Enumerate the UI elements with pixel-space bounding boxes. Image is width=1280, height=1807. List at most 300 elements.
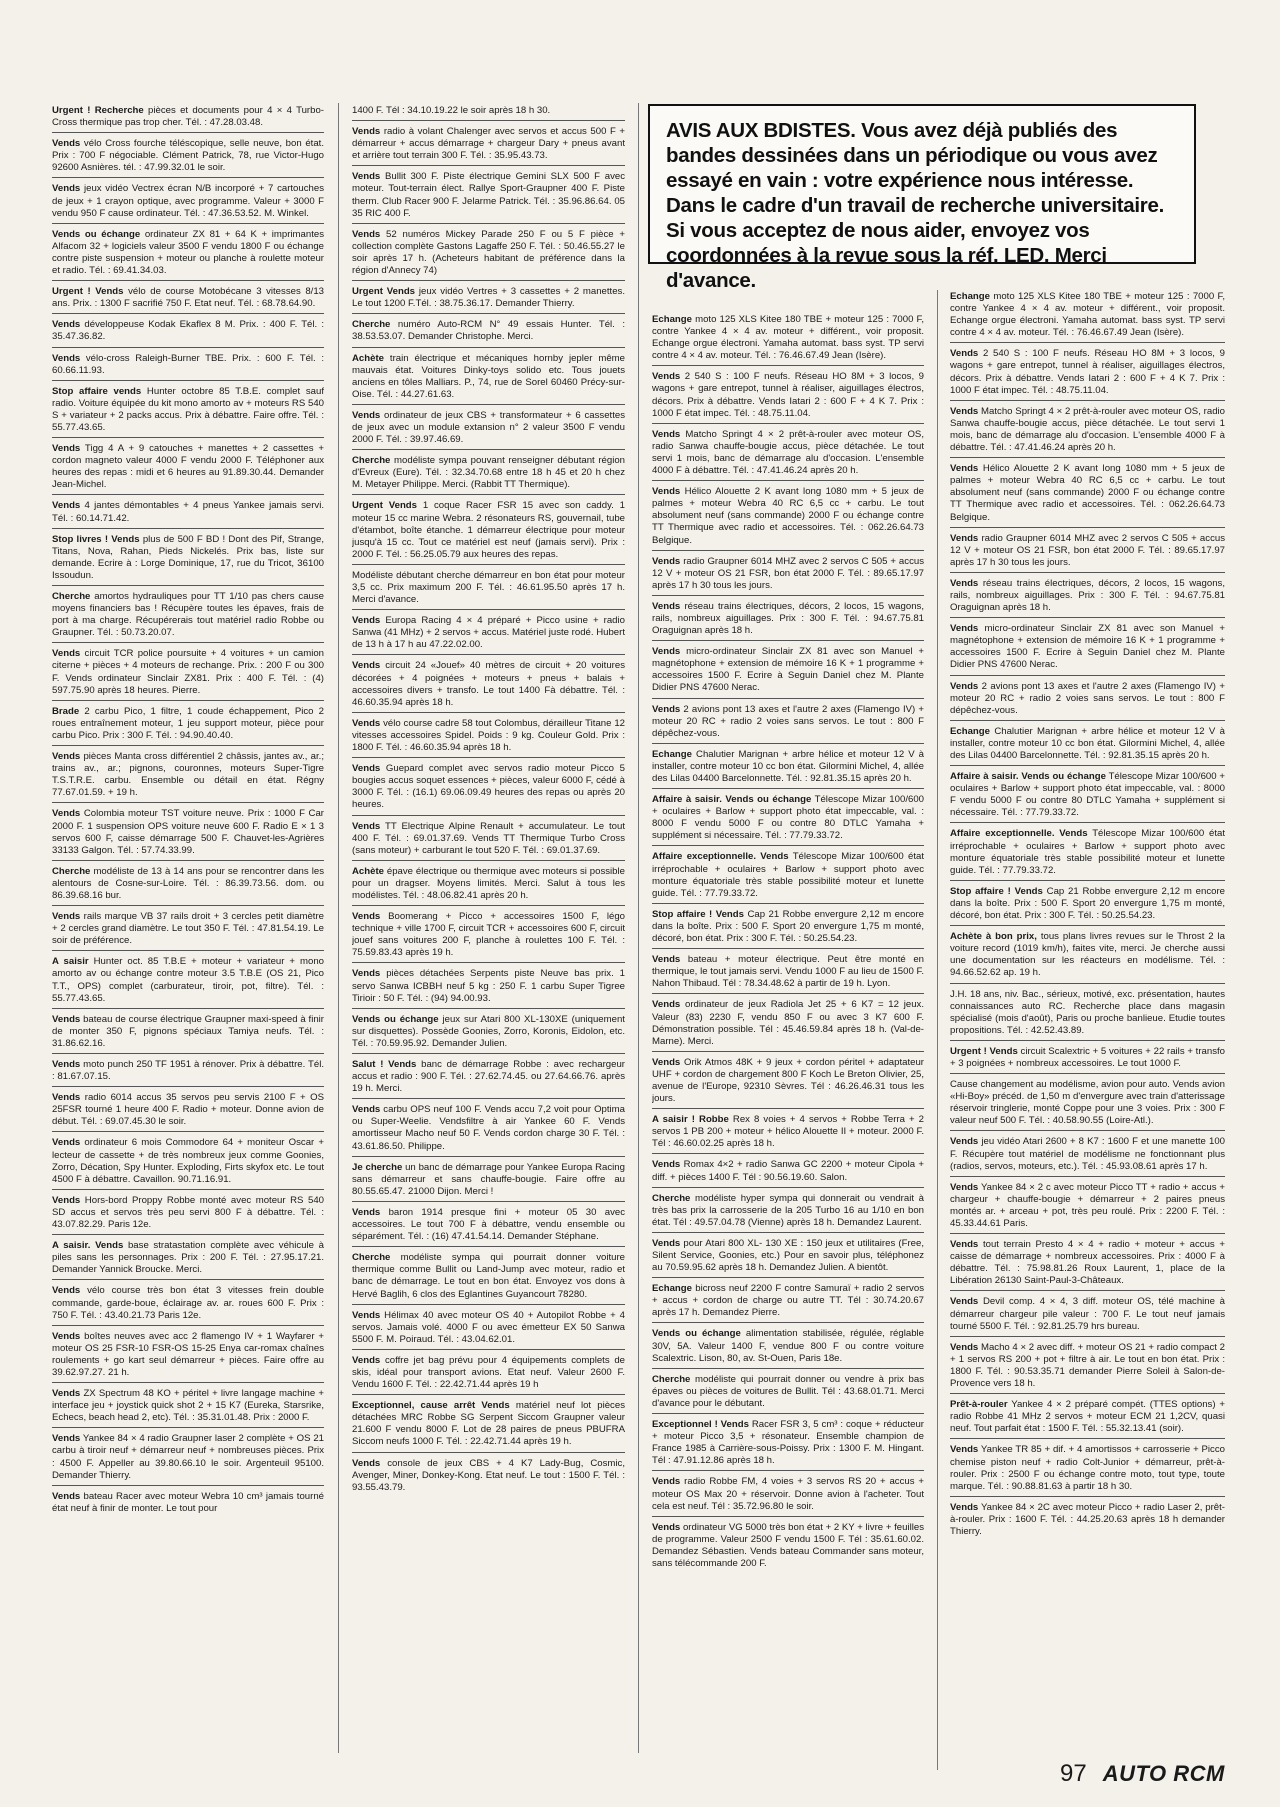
ad-text: base stratastation complète avec véhicule à piles sans les personnages. Prix : 200 F. Tél. : 27.95.17.21. Demander Yannick Broucke. Merci. [52, 1240, 324, 1276]
ad-keyword: A saisir. Vends [52, 1240, 124, 1252]
ad-keyword: Vends [950, 348, 979, 360]
classified-ad [950, 1294, 1225, 1336]
classified-ad [652, 1157, 924, 1187]
ad-text: réseau trains électriques, décors, 2 locos, 15 wagons, rails, nombreux aiguillages. Prix : 300 F. Tél. : 94.67.75.81 Oraguignan après 18 h. [652, 600, 924, 637]
ad-text: modéliste sympa qui pourrait donner voiture thermique comme Bullit ou Land-Jump avec moteur, radio et banc de démarrage. Le tout en bon état. Envoyez vos dons à Hervé Baglih, 6 clos des Eglantines Guyancourt 78280. [352, 1252, 625, 1300]
ad-text: tous plans livres revues sur le Throst 2 la voiture record (1019 km/h), faites vite, merci. Je cherche aussi une documentation sur les réacteurs en modélisme. Tél. : 94.66.52.62 ap. 19 h. [950, 931, 1225, 979]
ad-text: modéliste hyper sympa qui donnerait ou vendrait à très bas prix la carrosserie de la 205 Turbo 16 au 1/10 en bon état. Tél : 49.57.04.78 (Vienne) après 18 h. Demandez Laurent. [652, 1192, 924, 1228]
ad-keyword: Vends [950, 1181, 979, 1193]
ad-keyword: Urgent Vends [352, 500, 417, 512]
classified-ad [352, 1012, 625, 1054]
ad-text: amortos hydrauliques pour TT 1/10 pas chers cause moyens financiers bas ! Récupère toutes les épaves, frais de port à ma charge. Récupérerais tout matériel radio Robbe ou Graupner. Tél. : 50.73.20.07. [52, 591, 324, 639]
classified-ad [52, 351, 324, 381]
ad-keyword: Vends [950, 405, 979, 417]
notice-text: AVIS AUX BDISTES. Vous avez déjà publiés des bandes dessinées dans un périodique ou vous avez essayé en vain : votre expérience nous intéresse. Dans le cadre d'un travail de recherche universitaire. Si vous acceptez de nous aider, envoyez vos coordonnées à la revue sous la réf. LED. Merci d'avance. [666, 119, 1164, 292]
classified-ad [950, 826, 1225, 880]
ad-keyword: Vends [950, 577, 979, 589]
ad-text: Tigg 4 A + 9 catouches + manettes + 2 cassettes + cordon magneto valeur 4000 F vendu 2000 F. Téléphoner aux heures des repas : midi et 6 heures au 91.89.30.44. Demander Jean-Michel. [52, 443, 324, 491]
ad-keyword: Vends [652, 1056, 681, 1068]
ad-text: Cap 21 Robbe envergure 2,12 m encore dans la boîte. Prix : 500 F. Sport 20 envergure 1,75 m monté, décoré, bon état. Prix : 300 F. Tél. : 50.25.54.23. [652, 908, 924, 945]
ad-text: Hunter oct. 85 T.B.E + moteur + variateur + mono amorto av ou échange contre moteur 3.5 T.B.E (OS 21, Pico T.T., OPS) complet (carburateur, tiroir, pot, filtre). Tél. : 55.77.43.65. [52, 956, 324, 1004]
ad-keyword: Echange [950, 291, 990, 302]
ad-keyword: Vends [950, 463, 979, 475]
ad-text: moto 125 XLS Kitee 180 TBE + moteur 125 : 7000 F, contre Yankee 4 × 4 av. moteur + différent., voir proposit. Echange orgue électroni. Yamaha automat. bass syst. TP servi contre 4 × 4 av. moteur. Tél. : 76.46.67.49 Jean (Isère). [652, 314, 924, 362]
ad-text: ordinateur 6 mois Commodore 64 + moniteur Oscar + lecteur de cassette + de très nombreux jeux comme Goonies, Zorro, Décation, Spy Hunter. Exploding, Firts skyfox etc. Le tout 4500 F à débattre. Cavaillon. 90.71.16.91. [52, 1137, 324, 1185]
ad-text: épave électrique ou thermique avec moteurs si possible pour un dragser. Moyens limités. Merci. Salut à tous les modélistes. Tél. : 48.06.82.41 après 20 h. [352, 865, 625, 901]
classified-ad [652, 1417, 924, 1471]
ad-text: carbu OPS neuf 100 F. Vends accu 7,2 voit pour Optima ou Super-Weelie. Vendsfiltre à air Yankee 60 F. Vends amortisseur Macho neuf 50 F. Vends cordon charge 30 F. Tél. : 43.61.86.50. Philippe. [352, 1104, 625, 1152]
ad-keyword: Vends [652, 954, 681, 966]
ad-keyword: Vends [652, 1159, 681, 1171]
classified-ad [652, 312, 924, 366]
ad-keyword: Stop affaire ! Vends [652, 908, 744, 920]
ad-text: vélo Cross fourche téléscopique, selle neuve, bon état. Prix : 700 F négociable. Clément Patrick, 78, rue Victor-Hugo 92600 Asnières. tél. : 47.99.32.01 le soir. [52, 138, 324, 174]
ad-text: 2 540 S : 100 F neufs. Réseau HO 8M + 3 locos, 9 wagons + gare entrepot, tunnel à réaliser, aiguillages électros, décors. Prix à débattre. Vends Iatari 2 : 600 F + 4 K 7. Prix : 1000 F état impec. Tél. : 48.75.11.04. [950, 348, 1225, 396]
ad-text: Chalutier Marignan + arbre hélice et moteur 12 V à installer, contre moteur 10 cc bon état. Gilormini Michel, 4, allée des Lilas 04400 Barcelonnette. Tél. : 92.81.35.15 après 20 h. [652, 748, 924, 784]
ad-keyword: Vends ou échange [352, 1013, 439, 1025]
ad-text: jeu vidéo Atari 2600 + 8 K7 : 1600 F et une manette 100 F. Récupère tout matériel de modélisme ne fonctionnant plus (radios, servos, moteurs, etc.). Tél. : 45.93.08.61 après 17 h. [950, 1136, 1225, 1172]
ad-keyword: Echange [950, 725, 990, 737]
classified-ad [652, 554, 924, 596]
ad-keyword: Cherche [352, 319, 391, 331]
ad-keyword: Vends [652, 555, 681, 567]
ad-text: 2 avions pont 13 axes et l'autre 2 axes (Flamengo IV) + moteur 20 RC + radio 2 voies sans servos. Le tout : 800 F dépêchez-vous. [950, 680, 1225, 716]
ad-text: moto 125 XLS Kitee 180 TBE + moteur 125 : 7000 F, contre Yankee 4 × 4 av. moteur + différent., voir proposit. Echange orgue électroni. Yamaha automat. bass syst. TP servi contre 4 × 4 av. moteur. Tél. : 76.46.67.49 Jean (Isère). [950, 291, 1225, 339]
classified-ad [52, 1431, 324, 1485]
classified-ad [52, 646, 324, 700]
classified-ad [52, 136, 324, 178]
ad-text: Yankee 84 × 2C avec moteur Picco + radio Laser 2, prêt-à-rouler. Prix : 1600 F. Tél. : 44.25.20.63 après 18 h demander Thierry. [950, 1501, 1225, 1537]
classified-ad [652, 1112, 924, 1154]
classified-ad [950, 1077, 1225, 1131]
ad-text: rails marque VB 37 rails droit + 3 cercles petit diamètre + 2 cercles grand diamètre. Le tout 350 F. Tél. : 47.81.54.19. Le soir de préférence. [52, 911, 324, 947]
ad-text: Rex 8 voies + 4 servos + Robbe Terra + 2 servos 1 PB 200 + moteur + hélico Alouette II + moteur. 2000 F. Tél : 46.60.02.25 après 18 h. [652, 1114, 924, 1150]
classified-ad [652, 1055, 924, 1109]
classified-ad [352, 1353, 625, 1395]
classified-ad [52, 1193, 324, 1235]
classified-ad [352, 658, 625, 712]
classified-ad [352, 124, 625, 166]
ad-text: Hélico Alouette 2 K avant long 1080 mm + 5 jeux de palmes + moteur Webra 40 RC 6,5 cc + carbu. Le tout absolument neuf (sans commande) 2000 F ou échange contre TT Thermique avec radio et accessoires. Tél. : 062.26.64.73 Belgique. [950, 463, 1225, 523]
ad-keyword: Vends [652, 999, 681, 1011]
ad-keyword: Vends [52, 443, 81, 455]
classified-ad [52, 227, 324, 281]
ad-keyword: Vends [52, 1092, 81, 1104]
classified-ad [652, 1520, 924, 1573]
ad-text: développeuse Kodak Ekaflex 8 M. Prix. : 400 F. Tél. : 35.47.36.82. [52, 319, 324, 343]
ad-keyword: Vends [950, 623, 979, 635]
classified-ad [52, 532, 324, 586]
ad-text: pièces et documents pour 4 × 4 Turbo-Cross thermique pas trop cher. Tél. : 47.28.03.48. [52, 105, 324, 129]
classified-ad [950, 1500, 1225, 1541]
classified-ad [950, 1237, 1225, 1291]
classifieds-column-4 [950, 289, 1225, 1769]
ad-keyword: Affaire à saisir. Vends ou échange [652, 794, 812, 806]
classified-ad [52, 1090, 324, 1132]
ad-keyword: Vends [52, 911, 81, 923]
ad-keyword: Vends [950, 532, 979, 544]
ad-keyword: Vends [352, 1104, 381, 1116]
classified-ad [52, 864, 324, 906]
classified-ad [652, 1281, 924, 1323]
ad-text: numéro Auto-RCM N° 49 essais Hunter. Tél. : 38.53.53.07. Demander Christophe. Merci. [352, 319, 625, 343]
classified-ad [52, 749, 324, 803]
ad-text: Télescope Mizar 100/600 état irréprochable + oculaires + Barlow + support photo avec monture équatoriale très stable possibilité moteur et lunette guide. Tél. : 77.79.33.72. [950, 828, 1225, 876]
ad-keyword: Vends [950, 1239, 979, 1251]
classified-ad [52, 103, 324, 133]
ad-text: micro-ordinateur Sinclair ZX 81 avec son Manuel + magnétophone + extension de mémoire 16 K + 1 programme + accessoires 1500 F. Ecrire à Seguin Daniel chez M. Plante Didier PNS 47600 Nerac. [652, 646, 924, 694]
ad-keyword: Vends [352, 615, 381, 627]
classified-ad [950, 461, 1225, 527]
ad-text: 52 numéros Mickey Parade 250 F ou 5 F pièce + collection complète Gastons Lagaffe 250 F. Tél. : 50.46.55.27 le soir après 17 h. (Acheteurs habitant de préférence dans la région d'Annecy 74) [352, 228, 625, 277]
classified-ad [950, 679, 1225, 721]
ad-keyword: Vends [52, 1330, 81, 1342]
ad-text: Bullit 300 F. Piste électrique Gemini SLX 500 F avec moteur. Tout-terrain élect. Rallye Sport-Graupner 400 F. Piste therm. Club Racer 900 F. Jelarme Patrick. Tél. : 35.96.86.64. 05 35 RIC 400 F. [352, 171, 625, 219]
ad-keyword: A saisir ! Robbe [652, 1114, 729, 1126]
classified-ad [352, 1057, 625, 1099]
ad-keyword: Echange [652, 748, 692, 760]
ad-keyword: Vends [352, 1354, 381, 1366]
classified-ad [652, 484, 924, 550]
column-rule-1 [338, 103, 339, 1753]
ad-text: radio Robbe FM, 4 voies + 3 servos RS 20 + accus + moteur OS Max 20 + réservoir. Donne avion à l'acheter. Tout cela est neuf. Tél : 35.72.96.80 le soir. [652, 1476, 924, 1512]
ad-text: pièces Manta cross différentiel 2 châssis, jantes av., ar.; trains av., ar.; pignons, couronnes, moteurs Super-Tigre T.S.T.R.E. carbu. Ensemble ou détail en état. Régny 77.67.01.59. + 19 h. [52, 751, 324, 799]
classified-ad [52, 806, 324, 860]
ad-keyword: Affaire à saisir. Vends ou échange [950, 771, 1106, 783]
ad-keyword: Urgent ! Vends [52, 286, 124, 298]
classified-ad [52, 1386, 324, 1428]
classified-ad [52, 384, 324, 438]
ad-text: Chalutier Marignan + arbre hélice et moteur 12 V à installer, contre moteur 10 cc bon état. Gilormini Michel, 4, allée des Lilas 04400 Barcelonnette. Tél. : 92.81.35.15 après 20 h. [950, 725, 1225, 761]
ad-keyword: Stop affaire vends [52, 385, 142, 397]
page-footer [1060, 1760, 1260, 1790]
classified-ad [950, 724, 1225, 766]
ad-keyword: Vends [652, 371, 681, 383]
ad-keyword: Vends [52, 1194, 81, 1206]
ad-text: circuit TCR police poursuite + 4 voitures + un camion citerne + pièces + 4 moteurs de rechange. Prix. : 200 F ou 300 F. Vends ordinateur Sinclair ZX81. Prix : 400 F. Tél. : (4) 597.75.90 après 18 heures. Pierre. [52, 648, 324, 696]
ad-keyword: Vends [950, 1341, 979, 1353]
ad-keyword: Vends [52, 1285, 81, 1297]
ad-text: banc de démarrage Robbe : avec rechargeur accus et radio : 900 F. Tél. : 27.62.74.45. ou 27.64.66.76. après 19 h. Merci. [352, 1059, 625, 1095]
ad-keyword: Vends [950, 1296, 979, 1308]
classified-ad [652, 644, 924, 698]
ad-keyword: Vends [352, 409, 381, 421]
ad-keyword: Vends [950, 680, 979, 692]
ad-keyword: Cherche [52, 865, 91, 877]
ad-text: Hélico Alouette 2 K avant long 1080 mm + 5 jeux de palmes + moteur Webra 40 RC 6,5 cc + carbu. Le tout absolument neuf (sans commande) 2000 F ou échange contre TT Thermique avec radio et accessoires. Tél. : 062.26.64.73 Belgique. [652, 486, 924, 546]
classified-ad [950, 1340, 1225, 1394]
ad-keyword: A saisir [52, 956, 89, 968]
ad-keyword: Cherche [352, 455, 391, 467]
classified-ad [950, 1397, 1225, 1439]
classified-ad [52, 589, 324, 643]
classified-ad [352, 317, 625, 347]
ad-keyword: Vends [52, 648, 81, 660]
ad-text: Télescope Mizar 100/600 + oculaires + Barlow + support photo état impeccable, val. : 8000 F vendu 5000 F ou contre 80 DTLC Yamaha + supplément si nécessaire. Tél. : 77.79.33.72. [950, 771, 1225, 819]
ad-text: circuit Scalextric + 5 voitures + 22 rails + transfo + 3 poignées + nombreux accessoires. Le tout 1000 F. [950, 1045, 1225, 1069]
ad-text: Racer FSR 3, 5 cm³ : coque + réducteur + moteur Picco 3,5 + résonateur. Ensemble champion de France 1985 à Carrière-sous-Poissy. Prix : 1300 F. M. Hingant. Tél : 47.91.12.86 après 18 h. [652, 1419, 924, 1467]
ad-keyword: Vends [352, 763, 381, 775]
ad-keyword: Achète [352, 352, 384, 364]
ad-text: coffre jet bag prévu pour 4 équipements complets de skis, idéal pour transport avions. Etat neuf. Valeur 2600 F. Vendu 1600 F. Tél. : 22.42.71.44 après 19 h [352, 1354, 625, 1391]
ad-text: alimentation stabilisée, régulée, réglable 30V, 5A. Valeur 1400 F, vendue 800 F ou contre voiture Scalextric. Lison, 80, av. St-Ouen, Paris 18e. [652, 1328, 924, 1364]
ad-text: 2 carbu Pico, 1 filtre, 1 coude échappement, Pico 2 roues entraînement moteur, 1 jeu support moteur, pièce pour carbu Pico. Prix : 300 F. Tél. : 94.90.40.40. [52, 705, 324, 741]
column-rule-3 [937, 290, 938, 1770]
ad-keyword: Salut ! Vends [352, 1059, 417, 1070]
classified-ad [950, 531, 1225, 573]
ad-text: Romax 4×2 + radio Sanwa GC 2200 + moteur Cipola + diff. + pièces 1400 F. Tél : 90.56.19.60. Salon. [652, 1159, 924, 1183]
classified-ad [652, 907, 924, 949]
classified-ad [652, 1474, 924, 1516]
classified-ad [52, 1283, 324, 1325]
ad-keyword: Cherche [352, 1252, 391, 1264]
ad-text: 1400 F. Tél : 34.10.19.22 le soir après 18 h 30. [352, 105, 551, 116]
ad-keyword: Vends [652, 1521, 681, 1533]
ad-text: TT Electrique Alpine Renault + accumulateur. Le tout 400 F. Tél. : 69.01.37.69. Vends TT Thermique Turbo Cross (sans moteur) + carburant le tout 520 F. Tél. : 69.01.37.69. [352, 820, 625, 856]
classified-ad [950, 404, 1225, 458]
ad-text: modéliste de 13 à 14 ans pour se rencontrer dans les alentours de Cosne-sur-Loire. Tél. : 86.39.73.56. dom. ou 86.39.68.16 bur. [52, 865, 324, 901]
ad-keyword: Urgent Vends [352, 286, 416, 298]
ad-keyword: Vends [652, 1237, 681, 1249]
classified-ad [52, 704, 324, 746]
ad-keyword: Brade [52, 705, 80, 717]
classified-ad [52, 181, 324, 223]
ad-text: Yankee 84 × 2 c avec moteur Picco TT + radio + accus + chargeur + chauffe-bougie + démarreur + 2 paires pneus montés ar. + arceau + pot, très peu roulé. Prix : 2200 F. Tél. : 45.33.44.61 Paris. [950, 1181, 1225, 1229]
classified-ad [652, 792, 924, 846]
ad-text: Devil comp. 4 × 4, 3 diff. moteur OS, télé machine à démarreur chargeur pile valeur : 700 F. Le tout neuf jamais tourné 5500 F. Tél. : 92.81.25.79 hrs bureau. [950, 1296, 1225, 1332]
classified-ad [52, 1238, 324, 1280]
ad-keyword: Stop affaire ! Vends [950, 885, 1043, 897]
classified-ad [52, 441, 324, 495]
classified-ad [352, 1250, 625, 1304]
classified-ad [52, 317, 324, 347]
ad-text: circuit 24 «Jouef» 40 mètres de circuit + 20 voitures décorées + 4 poignées + moteurs + pneus + balais + accessoires divers + transfo. Le tout 1400 Fà débattre. Tél. : 46.60.35.94 après 18 h. [352, 660, 625, 708]
classified-ad [352, 966, 625, 1008]
classified-ad [652, 849, 924, 903]
classified-ad [352, 568, 625, 610]
classified-ad [352, 498, 625, 564]
ad-keyword: Vends [352, 1457, 381, 1469]
ad-keyword: Vends [52, 1433, 81, 1445]
classified-ad [52, 1057, 324, 1087]
ad-text: 2 avions pont 13 axes et l'autre 2 axes (Flamengo IV) + moteur 20 RC + radio 2 voies sans servos. Le tout : 800 F dépêchez-vous. [652, 703, 924, 739]
classified-ad [352, 1160, 625, 1202]
ad-text: J.H. 18 ans, niv. Bac., sérieux, motivé, exc. présentation, hautes connaissances auto RC. Recherche place dans magasin spécialisé (mois d'août), Paris ou proche banlieue. Etudie toutes propositions. Tél. : 42.52.43.89. [950, 988, 1225, 1036]
ad-keyword: Echange [652, 1283, 692, 1295]
ad-text: jeux vidéo Vertres + 3 cassettes + 2 manettes. Le tout 1200 F.Tél. : 38.75.36.17. Demander Thierry. [352, 286, 625, 310]
ad-keyword: Vends [352, 1206, 381, 1218]
classified-ad [950, 929, 1225, 983]
classified-ad [352, 819, 625, 861]
ad-keyword: Vends [352, 228, 381, 240]
ad-keyword: Cherche [52, 591, 91, 602]
ad-text: radio à volant Chalenger avec servos et accus 500 F + démarreur + accus démarrage + chargeur Dary + pneus avant et arrière tout terrain 300 F. Tél. : 35.95.43.73. [352, 126, 625, 162]
ad-keyword: Achète à bon prix, [950, 931, 1037, 943]
ad-text: pour Atari 800 XL- 130 XE : 150 jeux et utilitaires (Free, Silent Service, Goonies, etc.) Pour en savoir plus, téléphonez au 70.59.95.62 après 18 h. Demandez Julien. A bientôt. [652, 1237, 924, 1274]
classified-ad [652, 599, 924, 641]
ad-keyword: Vends [652, 600, 681, 612]
page-number: 97 [1060, 1760, 1087, 1787]
classified-ad [352, 761, 625, 815]
classified-ad [352, 1308, 625, 1350]
ad-keyword: Vends [52, 1137, 81, 1149]
ad-keyword: Urgent ! Vends [950, 1045, 1018, 1057]
ad-text: Colombia moteur TST voiture neuve. Prix : 1000 F Car 2000 F. 1 suspension OPS voiture neuve 600 F. Radio E × 1 3 servos 600 F, caisse démarrage 500 F. Chauvet-les-Agrières 33133 Galgon. Tél. : 57.74.33.99. [52, 808, 324, 856]
ad-text: ordinateur de jeux Radiola Jet 25 + 6 K7 = 12 jeux. Valeur (83) 2230 F, vendu 850 F ou avec 3 K7 600 F. Démonstration possible. Tél : 45.46.59.84 après 18 h. (Val-de-Marne). Merci. [652, 999, 924, 1047]
ad-keyword: Vends [352, 171, 381, 183]
classified-ad [52, 498, 324, 528]
ad-keyword: Urgent ! Recherche [52, 105, 144, 116]
ad-text: 4 jantes démontables + 4 pneus Yankee jamais servi. Tél. : 60.14.71.42. [52, 500, 324, 524]
ad-keyword: Cherche [652, 1192, 691, 1204]
ad-keyword: Vends [52, 183, 81, 195]
classified-ad [950, 884, 1225, 926]
classified-ad [52, 1135, 324, 1189]
ad-keyword: Vends [352, 911, 381, 923]
ad-text: Cap 21 Robbe envergure 2,12 m encore dans la boîte. Prix : 500 F. Sport 20 envergure 1,75 m monté, décoré, bon état. Prix : 300 F. Tél. : 50.25.54.23. [950, 885, 1225, 922]
ad-text: modéliste sympa pouvant renseigner débutant région d'Evreux (Eure). Tél. : 32.34.70.68 entre 18 h 45 et 20 h chez M. Metayer Philippe. Merci. (Rabbit TT Thermique). [352, 455, 625, 491]
classified-ad [652, 369, 924, 423]
ad-keyword: Vends ou échange [52, 228, 141, 240]
ad-keyword: Vends [352, 660, 381, 672]
classified-ad [652, 1326, 924, 1368]
classified-ad [352, 1398, 625, 1452]
ad-text: bateau de course électrique Graupner maxi-speed à finir de monter 350 F, pignons spéciaux Tamiya neufs. Tél. : 31.86.62.16. [52, 1013, 324, 1049]
classified-ad [352, 103, 625, 121]
ad-keyword: Vends [652, 646, 681, 658]
column-rule-2 [638, 103, 639, 1753]
classified-ad [352, 284, 625, 314]
ad-text: radio Graupner 6014 MHZ avec 2 servos C 505 + accus 12 V + moteur OS 21 FSR, bon état 2000 F. Tél. : 89.65.17.97 après 17 h 30 tous les jours. [652, 555, 924, 591]
classified-ad [652, 1372, 924, 1414]
ad-keyword: Vends [352, 1309, 381, 1321]
classified-ad [352, 227, 625, 281]
classified-ad [950, 1134, 1225, 1176]
ad-text: plus de 500 F BD ! Dont des Pif, Strange, Titans, Nova, Rahan, Pieds Nickelés. Prix bas, liste sur demande. Ecrire à : Lorge Dominique, 17, rue du Tricot, 36100 Issoudun. [52, 533, 324, 581]
ad-keyword: Vends [52, 1490, 81, 1502]
ad-text: radio Graupner 6014 MHZ avec 2 servos C 505 + accus 12 V + moteur OS 21 FSR, bon état 2000 F. Tél. : 89.65.17.97 après 17 h 30 tous les jours. [950, 532, 1225, 568]
ad-keyword: Vends [52, 808, 81, 820]
ad-keyword: Vends [52, 1059, 81, 1070]
ad-keyword: Vends [352, 717, 381, 729]
ad-text: Hélimax 40 avec moteur OS 40 + Autopilot Robbe + 4 servos. Jamais volé. 4000 F ou avec émetteur EX 50 Sanwa 5500 F. M. Poiraud. Tél. : 43.04.62.01. [352, 1309, 625, 1345]
classified-ad [652, 427, 924, 481]
classified-ad [950, 987, 1225, 1041]
ad-keyword: Echange [652, 314, 692, 325]
ad-text: Yankee TR 85 + dif. + 4 amortissos + carrosserie + Picco chemise piston neuf + radio Colt-Junior + démarreur, prêt-à-rouler. Prix : 2500 F ou échange contre moto, tout type, toute marque. Tél. : 90.88.81.63 à partir 18 h 30. [950, 1444, 1225, 1492]
ad-text: Matcho Springt 4 × 2 prêt-à-rouler avec moteur OS, radio Sanwa chauffe-bougie accus, pièce détachée. Le tout servi 1 mois, banc de démarrage alu d'occasion. L'ensemble 4000 F à débattre. Tél. : 47.41.46.24 après 20 h. [950, 405, 1225, 454]
ad-keyword: Affaire exceptionnelle. Vends [950, 828, 1088, 840]
ad-keyword: Vends [652, 1476, 681, 1488]
ad-text: Yankee 84 × 4 radio Graupner laser 2 complète + OS 21 carbu à tiroir neuf + démarreur neuf + nombreuses pièces. Prix : 4500 F. Appeller au 39.80.66.10 le soir. Argenteuil 95100. Demander Thierry. [52, 1433, 324, 1481]
classified-ad [352, 1102, 625, 1156]
ad-text: jeux sur Atari 800 XL-130XE (uniquement sur disquettes). Possède Goonies, Zorro, Koronis, Eidolon, etc. Tél. : 70.59.95.92. Demander Julien. [352, 1013, 625, 1049]
classified-ad [352, 1205, 625, 1247]
ad-keyword: Vends [950, 1501, 979, 1513]
ad-text: 2 540 S : 100 F neufs. Réseau HO 8M + 3 locos, 9 wagons + gare entrepot, tunnel à réaliser, aiguillages électros, décors. Prix à débattre. Vends Iatari 2 : 600 F + 4 K 7. Prix : 1000 F état impec. Tél. : 48.75.11.04. [652, 371, 924, 419]
ad-keyword: Exceptionnel, cause arrêt Vends [352, 1400, 510, 1412]
ad-text: tout terrain Presto 4 × 4 + radio + moteur + accus + caisse de démarrage + nombreux accessoires. Prix : 4000 F à débattre. Tél. : 75.98.81.26 Roux Laurent, 1, place de la Libération 26130 Saint-Paul-3-Châteaux. [950, 1239, 1225, 1287]
ad-keyword: Vends [352, 126, 381, 138]
classified-ad [652, 952, 924, 994]
classified-ad [52, 1012, 324, 1054]
classified-ad [352, 169, 625, 223]
classified-ad [950, 576, 1225, 618]
ad-keyword: Prêt-à-rouler [950, 1399, 1008, 1411]
classified-ad [652, 702, 924, 744]
ad-text: bateau + moteur électrique. Peut être monté en thermique, le tout jamais servi. Vendu 1000 F au lieu de 1500 F. Nahon Thibaud. Tél : 78.34.48.62 à partir de 19 h. Lyon. [652, 954, 924, 990]
ad-text: baron 1914 presque fini + moteur 05 30 avec accessoires. Le tout 700 F à débattre, vendu ensemble ou séparément. Tél. : (16) 47.41.54.14. Demander Stéphane. [352, 1206, 625, 1243]
classified-ad [950, 289, 1225, 343]
classified-ad [352, 716, 625, 758]
ad-keyword: Vends [52, 751, 81, 763]
ad-text: Guepard complet avec servos radio moteur Picco 5 bougies accus soquet essences + pièces, valeur 6000 F, cédé à 3000 F. Tél. : (16.1) 69.06.09.49 heures des repas ou après 20 heures. [352, 763, 625, 811]
ad-text: Modéliste débutant cherche démarreur en bon état pour moteur 3,5 cc. Prix maximum 200 F. Tél. : 46.61.95.50 après 17 h. Merci d'avance. [352, 569, 625, 606]
notice-box [648, 104, 1196, 292]
ad-text: ordinateur VG 5000 très bon état + 2 KY + livre + feuilles de programme. Valeur 2500 F vendu 1500 F. Tél : 35.61.60.02. Demandez Sébastien. Vends bateau Commander sans moteur, sans télécommande 200 F. [652, 1521, 924, 1569]
ad-text: Télescope Mizar 100/600 + oculaires + Barlow + support photo état impeccable, val. : 8000 F vendu 5000 F ou contre 80 DTLC Yamaha + supplément si nécessaire. Tél. : 77.79.33.72. [652, 794, 924, 842]
ad-keyword: Stop livres ! Vends [52, 533, 140, 545]
ad-keyword: Achète [352, 865, 384, 877]
ad-text: moto punch 250 TF 1951 à rénover. Prix à débattre. Tél. : 81.67.07.15. [52, 1059, 324, 1083]
ad-keyword: Vends ou échange [652, 1328, 741, 1340]
ad-text: vélo course cadre 58 tout Colombus, dérailleur Titane 12 vitesses accessoires Spidel. Poids : 9 kg. Couleur Gold. Prix : 1800 F. Tél. : 46.60.35.94 après 18 h. [352, 717, 625, 754]
classifieds-column-3 [652, 312, 924, 1802]
ad-keyword: Vends [950, 1136, 979, 1148]
ad-text: bicross neuf 2200 F contre Samuraï + radio 2 servos + accus + cordon de charge ou autre TT. Tél : 30.74.20.67 après 17 h. Demandez Pierre. [652, 1283, 924, 1319]
ad-keyword: Vends [52, 1388, 81, 1400]
classifieds-column-2 [352, 103, 625, 1743]
ad-text: ordinateur ZX 81 + 64 K + imprimantes Alfacom 32 + logiciels valeur 3500 F vendu 1800 F ou échange contre piste suspension + moteur ou planche à roulette moteur et radio. Tél. : 69.41.34.03. [52, 228, 324, 277]
ad-text: matériel neuf lot pièces détachées MRC Robbe SG Serpent Siccom Graupner valeur 21.600 F vendu 8000 F. Lot de 28 paires de pneus PBUFRA Siccom neufs 1000 F. Tél. : 22.42.71.44 après 19 h. [352, 1400, 625, 1448]
classified-ad [950, 1180, 1225, 1234]
classified-ad [52, 284, 324, 314]
ad-text: vélo-cross Raleigh-Burner TBE. Prix. : 600 F. Tél. : 60.66.11.93. [52, 352, 324, 376]
ad-text: 1 coque Racer FSR 15 avec son caddy. 1 moteur 15 cc marine Webra. 2 résonateurs RS, gouvernail, tube d'étambot, boîte étanche. 1 démarreur électrique pour moteur jusqu'à 15 cc. Tout ce matériel est neuf (jamais servi). Prix : 2000 F. Tél. : 56.25.05.79 aux heures des repas. [352, 500, 625, 560]
classified-ad [652, 997, 924, 1051]
classified-ad [950, 1044, 1225, 1074]
classified-ad [950, 621, 1225, 675]
ad-text: Télescope Mizar 100/600 état irréprochable + oculaires + Barlow + support photo avec monture équatoriale très stable possibilité moteur et lunette guide. Tél. : 77.79.33.72. [652, 851, 924, 899]
classified-ad [352, 453, 625, 495]
ad-text: vélo course très bon état 3 vitesses frein double commande, garde-boue, éclairage av. ar. roues 600 F. Prix : 750 F. Tél. : 43.40.21.73 Paris 12e. [52, 1285, 324, 1321]
magazine-name: AUTO RCM [1102, 1761, 1225, 1786]
ad-keyword: Cherche [652, 1373, 691, 1385]
ad-text: ordinateur de jeux CBS + transformateur + 6 cassettes de jeux avec un module extansion n° 2 valeur 3500 F vendu 2000 F. Tél. : 39.97.46.69. [352, 409, 625, 446]
ad-text: console de jeux CBS + 4 K7 Lady-Bug, Cosmic, Avenger, Miner, Donkey-Kong. Etat neuf. Le tout : 1500 F. Tél. : 93.55.43.79. [352, 1457, 625, 1493]
ad-keyword: Vends [652, 703, 681, 715]
classified-ad [352, 864, 625, 906]
classified-ad [950, 1442, 1225, 1496]
classifieds-column-1 [52, 103, 324, 1743]
ad-text: ZX Spectrum 48 KO + péritel + livre langage machine + interface jeu + joystick quick shot 2 + 15 K7 (Eureka, Starsrike, Echecs, beach head 2, etc). Tél. : 35.31.01.48. Prix : 2000 F. [52, 1388, 324, 1424]
ad-keyword: Vends [52, 319, 81, 331]
classified-ad [352, 408, 625, 450]
ad-keyword: Vends [52, 352, 81, 364]
classified-ad [352, 613, 625, 655]
ad-text: jeux vidéo Vectrex écran N/B incorporé + 7 cartouches de jeux + 1 crayon optique, avec programme. Valeur + 3000 F vendu 950 F cause ordinateur. Tél. : 47.36.53.52. M. Winkel. [52, 183, 324, 219]
ad-keyword: Affaire exceptionnelle. Vends [652, 851, 789, 863]
classified-ad [950, 769, 1225, 823]
ad-text: micro-ordinateur Sinclair ZX 81 avec son Manuel + magnétophone + extension de mémoire 16 K + 1 programme + accessoires 1500 F. Ecrire à Seguin Daniel chez M. Plante Didier PNS 47600 Nerac. [950, 623, 1225, 671]
ad-text: Yankee 4 × 2 préparé compét. (TTES options) + radio Robbe 41 MHz 2 servos + moteur ECM 21 1,2CV, quasi neuf. Tout parfait état : 1500 F. Tél. : 55.32.13.41 (soir). [950, 1399, 1225, 1435]
ad-keyword: Exceptionnel ! Vends [652, 1419, 749, 1431]
ad-keyword: Vends [950, 1444, 979, 1456]
ad-keyword: Vends [52, 500, 81, 512]
classified-ad [352, 909, 625, 963]
classified-ad [52, 909, 324, 951]
ad-keyword: Vends [652, 486, 681, 498]
